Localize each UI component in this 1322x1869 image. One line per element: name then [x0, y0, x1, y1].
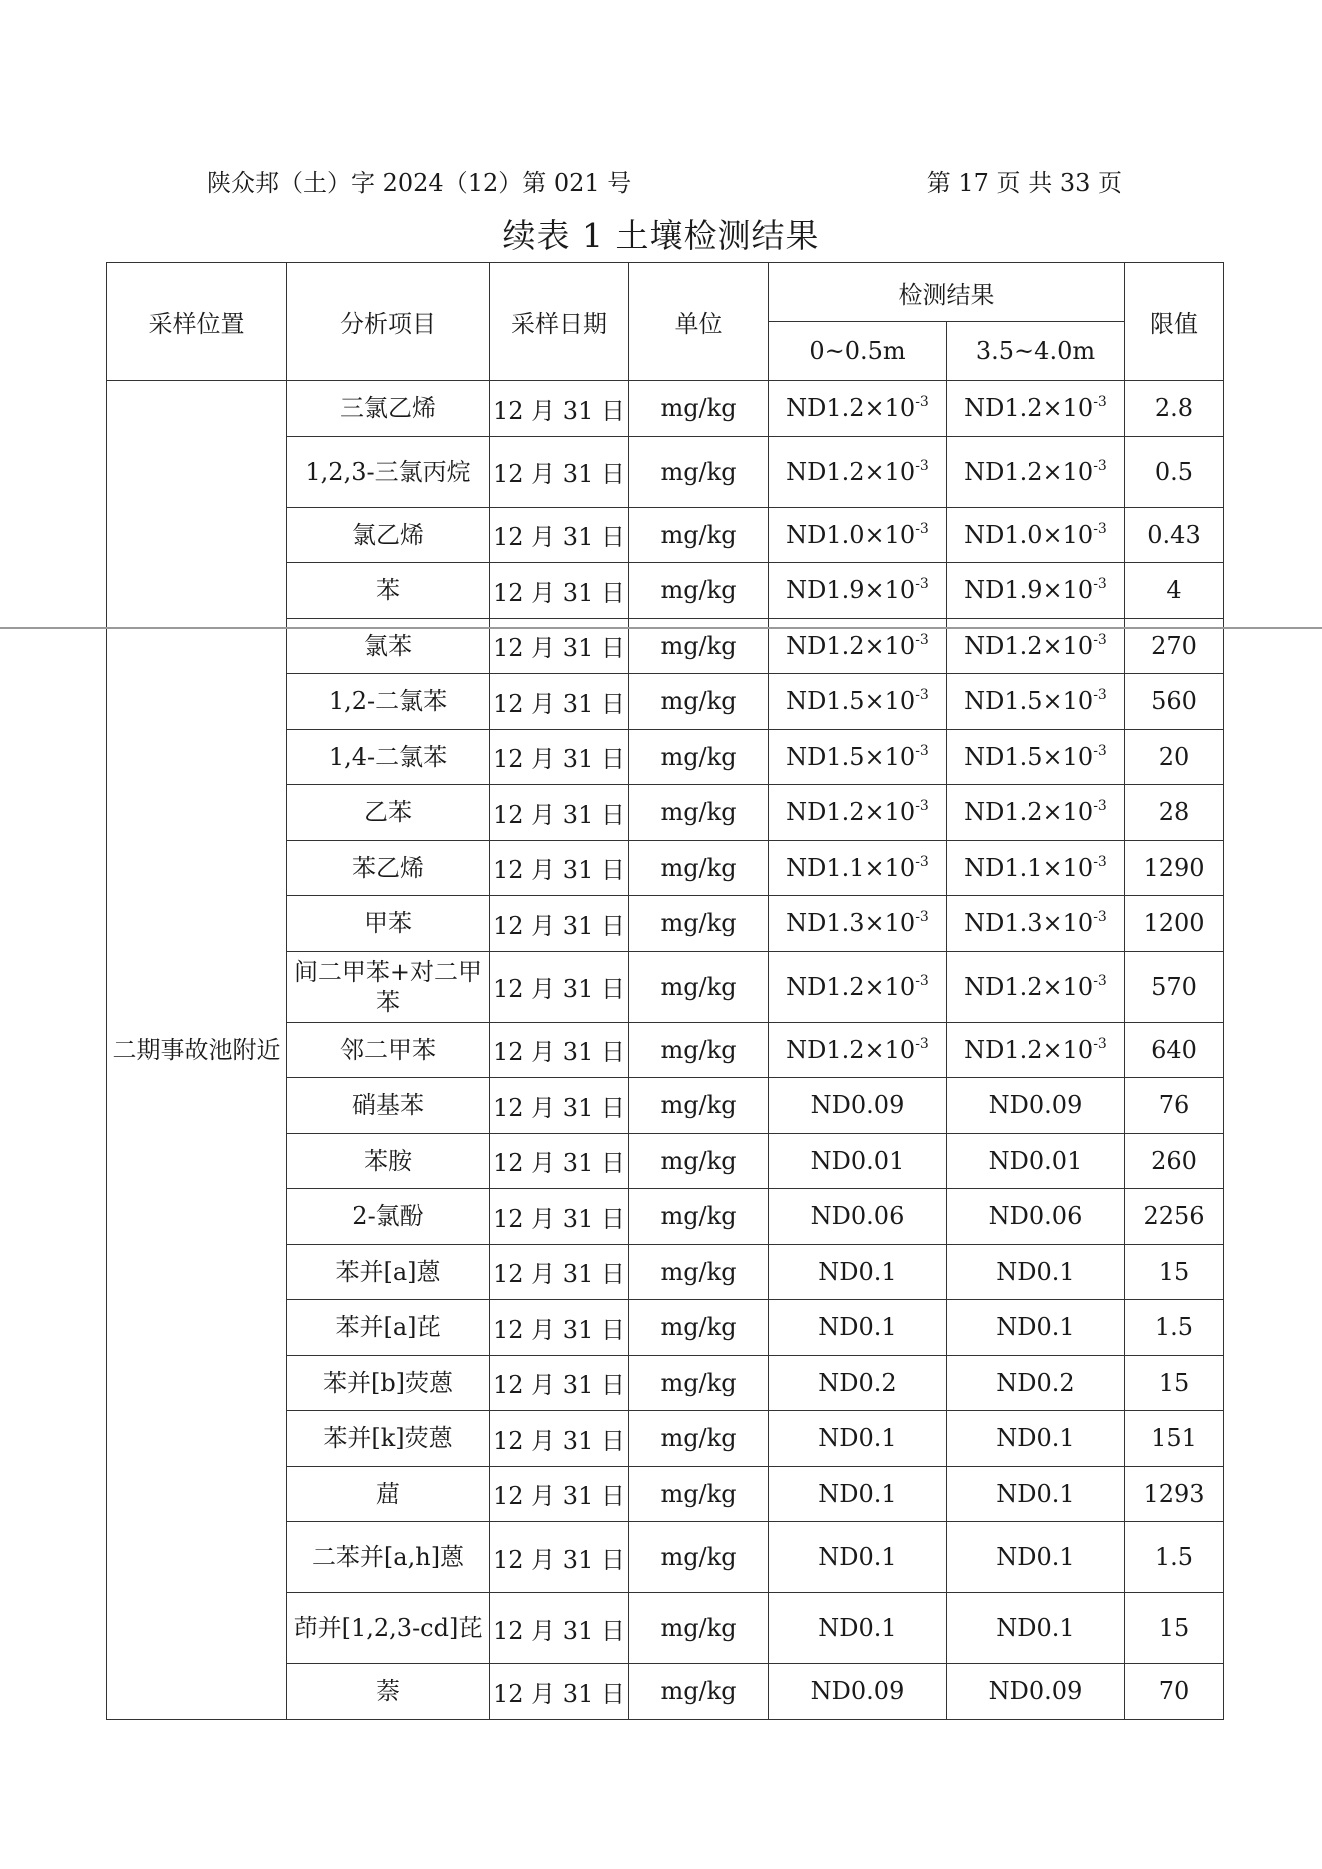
- result-cell-1: [769, 1466, 947, 1522]
- unit-cell: mg/kg: [629, 1522, 769, 1593]
- item-cell: 苯并[k]荧蒽: [287, 1411, 490, 1467]
- item-cell: 茚并[1,2,3-cd]芘: [287, 1593, 490, 1664]
- result-exponent: -3: [1093, 457, 1107, 474]
- result-value: ND1.5×10: [786, 742, 916, 771]
- result-exponent: -3: [1093, 687, 1107, 704]
- result-cell-1: [769, 785, 947, 841]
- result-exponent: -3: [1093, 972, 1107, 989]
- result-cell-2: [947, 840, 1125, 896]
- date-cell: 12 月 31 日: [490, 729, 629, 785]
- limit-cell: 151: [1125, 1411, 1224, 1467]
- limit-cell: 15: [1125, 1593, 1224, 1664]
- result-cell-1: [769, 563, 947, 619]
- unit-cell: mg/kg: [629, 1593, 769, 1664]
- result-cell-1: [769, 1022, 947, 1078]
- result-cell-2: [947, 1522, 1125, 1593]
- result-cell-2: [947, 896, 1125, 952]
- result-value: ND0.1: [996, 1543, 1075, 1571]
- result-cell-2: [947, 1022, 1125, 1078]
- result-cell-1: [769, 1300, 947, 1356]
- result-value: ND0.2: [996, 1368, 1075, 1397]
- unit-cell: mg/kg: [629, 1664, 769, 1720]
- result-exponent: -3: [1093, 520, 1107, 537]
- result-value: ND0.06: [988, 1202, 1083, 1231]
- location-cell: 二期事故池附近: [107, 381, 287, 1720]
- result-value: ND0.1: [818, 1479, 897, 1508]
- result-value: ND1.2×10: [786, 972, 916, 1001]
- item-cell: 甲苯: [287, 896, 490, 952]
- date-cell: 12 月 31 日: [490, 951, 629, 1022]
- date-cell: 12 月 31 日: [490, 785, 629, 841]
- limit-cell: 0.43: [1125, 507, 1224, 563]
- result-value: ND1.1×10: [964, 853, 1094, 882]
- result-cell-2: [947, 729, 1125, 785]
- result-cell-2: [947, 785, 1125, 841]
- header-depth-2: 3.5~4.0m: [947, 322, 1125, 381]
- result-cell-2: [947, 951, 1125, 1022]
- soil-results-table: [106, 262, 1224, 1720]
- result-cell-2: [947, 1078, 1125, 1134]
- unit-cell: mg/kg: [629, 436, 769, 507]
- unit-cell: mg/kg: [629, 951, 769, 1022]
- result-exponent: -3: [915, 457, 929, 474]
- unit-cell: mg/kg: [629, 1244, 769, 1300]
- result-exponent: -3: [915, 853, 929, 870]
- result-cell-2: [947, 1133, 1125, 1189]
- result-value: ND1.2×10: [964, 631, 1094, 660]
- unit-cell: mg/kg: [629, 563, 769, 619]
- item-cell: 苯并[b]荧蒽: [287, 1355, 490, 1411]
- unit-cell: mg/kg: [629, 729, 769, 785]
- limit-cell: 260: [1125, 1133, 1224, 1189]
- result-cell-2: [947, 1593, 1125, 1664]
- unit-cell: mg/kg: [629, 618, 769, 674]
- date-cell: 12 月 31 日: [490, 1522, 629, 1593]
- limit-cell: 20: [1125, 729, 1224, 785]
- header-limit: 限值: [1125, 263, 1224, 381]
- result-value: ND0.1: [818, 1313, 897, 1342]
- result-cell-1: [769, 1411, 947, 1467]
- result-cell-2: [947, 1664, 1125, 1720]
- limit-cell: 1200: [1125, 896, 1224, 952]
- result-value: ND1.5×10: [964, 687, 1094, 716]
- result-cell-1: [769, 1078, 947, 1134]
- result-cell-2: [947, 381, 1125, 437]
- result-value: ND0.2: [818, 1368, 897, 1397]
- date-cell: 12 月 31 日: [490, 1189, 629, 1245]
- item-cell: 䓛: [287, 1466, 490, 1522]
- header-location: 采样位置: [107, 263, 287, 381]
- result-cell-1: [769, 951, 947, 1022]
- item-cell: 1,4-二氯苯: [287, 729, 490, 785]
- date-cell: 12 月 31 日: [490, 1133, 629, 1189]
- limit-cell: 15: [1125, 1355, 1224, 1411]
- item-cell: 三氯乙烯: [287, 381, 490, 437]
- date-cell: 12 月 31 日: [490, 381, 629, 437]
- result-cell-1: [769, 1593, 947, 1664]
- result-exponent: -3: [915, 909, 929, 926]
- result-value: ND0.1: [818, 1614, 897, 1642]
- result-cell-1: [769, 896, 947, 952]
- result-exponent: -3: [1093, 798, 1107, 815]
- unit-cell: mg/kg: [629, 1133, 769, 1189]
- result-cell-1: [769, 436, 947, 507]
- result-cell-1: [769, 1244, 947, 1300]
- result-value: ND1.3×10: [964, 909, 1094, 938]
- result-cell-1: [769, 507, 947, 563]
- date-cell: 12 月 31 日: [490, 1411, 629, 1467]
- limit-cell: 1293: [1125, 1466, 1224, 1522]
- result-value: ND0.09: [988, 1677, 1083, 1706]
- result-value: ND1.2×10: [964, 394, 1094, 423]
- limit-cell: 2256: [1125, 1189, 1224, 1245]
- result-exponent: -3: [915, 576, 929, 593]
- result-cell-2: [947, 1244, 1125, 1300]
- limit-cell: 70: [1125, 1664, 1224, 1720]
- unit-cell: mg/kg: [629, 507, 769, 563]
- result-exponent: -3: [915, 972, 929, 989]
- result-cell-1: [769, 1522, 947, 1593]
- result-cell-1: [769, 729, 947, 785]
- page-info: 第 17 页 共 33 页: [926, 169, 1122, 197]
- unit-cell: mg/kg: [629, 1022, 769, 1078]
- result-cell-2: [947, 563, 1125, 619]
- result-value: ND1.9×10: [786, 576, 916, 605]
- item-cell: 萘: [287, 1664, 490, 1720]
- date-cell: 12 月 31 日: [490, 896, 629, 952]
- result-cell-1: [769, 1355, 947, 1411]
- result-exponent: -3: [915, 798, 929, 815]
- result-exponent: -3: [915, 394, 929, 411]
- date-cell: 12 月 31 日: [490, 618, 629, 674]
- item-cell: 1,2,3-三氯丙烷: [287, 436, 490, 507]
- unit-cell: mg/kg: [629, 381, 769, 437]
- unit-cell: mg/kg: [629, 1355, 769, 1411]
- header-results: 检测结果: [769, 263, 1125, 322]
- limit-cell: 28: [1125, 785, 1224, 841]
- result-value: ND0.1: [996, 1479, 1075, 1508]
- item-cell: 乙苯: [287, 785, 490, 841]
- result-value: ND1.2×10: [786, 1035, 916, 1064]
- date-cell: 12 月 31 日: [490, 563, 629, 619]
- result-cell-2: [947, 1189, 1125, 1245]
- limit-cell: 15: [1125, 1244, 1224, 1300]
- item-cell: 氯乙烯: [287, 507, 490, 563]
- result-value: ND1.5×10: [786, 687, 916, 716]
- result-exponent: -3: [1093, 742, 1107, 759]
- item-cell: 苯乙烯: [287, 840, 490, 896]
- result-value: ND1.3×10: [786, 909, 916, 938]
- scan-artifact-line: [0, 627, 1322, 629]
- item-cell: 1,2-二氯苯: [287, 674, 490, 730]
- result-exponent: -3: [915, 687, 929, 704]
- result-value: ND0.1: [996, 1257, 1075, 1286]
- item-cell: 氯苯: [287, 618, 490, 674]
- unit-cell: mg/kg: [629, 785, 769, 841]
- result-value: ND1.1×10: [786, 853, 916, 882]
- unit-cell: mg/kg: [629, 896, 769, 952]
- unit-cell: mg/kg: [629, 840, 769, 896]
- table-row: [107, 381, 1224, 437]
- result-value: ND0.1: [996, 1313, 1075, 1342]
- result-value: ND0.09: [810, 1677, 905, 1706]
- date-cell: 12 月 31 日: [490, 1022, 629, 1078]
- document-number: 陕众邦（土）字 2024（12）第 021 号: [207, 169, 632, 197]
- header-unit: 单位: [629, 263, 769, 381]
- result-cell-1: [769, 1664, 947, 1720]
- result-value: ND1.2×10: [964, 972, 1094, 1001]
- limit-cell: 570: [1125, 951, 1224, 1022]
- result-value: ND0.1: [818, 1257, 897, 1286]
- result-value: ND1.2×10: [964, 798, 1094, 827]
- page-title: 续表 1 土壤检测结果: [502, 216, 820, 255]
- result-exponent: -3: [1093, 853, 1107, 870]
- result-cell-2: [947, 1411, 1125, 1467]
- date-cell: 12 月 31 日: [490, 1078, 629, 1134]
- result-cell-1: [769, 381, 947, 437]
- result-value: ND0.09: [988, 1091, 1083, 1120]
- result-value: ND0.01: [988, 1146, 1083, 1175]
- result-value: ND0.06: [810, 1202, 905, 1231]
- result-cell-2: [947, 507, 1125, 563]
- item-cell: 苯胺: [287, 1133, 490, 1189]
- limit-cell: 2.8: [1125, 381, 1224, 437]
- result-value: ND1.0×10: [786, 520, 916, 549]
- result-value: ND1.2×10: [786, 457, 916, 486]
- result-cell-1: [769, 1133, 947, 1189]
- date-cell: 12 月 31 日: [490, 1664, 629, 1720]
- limit-cell: 640: [1125, 1022, 1224, 1078]
- result-value: ND1.2×10: [786, 798, 916, 827]
- result-cell-2: [947, 674, 1125, 730]
- result-value: ND1.2×10: [964, 457, 1094, 486]
- result-exponent: -3: [1093, 1035, 1107, 1052]
- item-cell: 2-氯酚: [287, 1189, 490, 1245]
- result-value: ND0.1: [996, 1424, 1075, 1453]
- date-cell: 12 月 31 日: [490, 1466, 629, 1522]
- result-value: ND1.0×10: [964, 520, 1094, 549]
- unit-cell: mg/kg: [629, 1411, 769, 1467]
- date-cell: 12 月 31 日: [490, 1593, 629, 1664]
- result-cell-1: [769, 1189, 947, 1245]
- item-cell: 间二甲苯+对二甲苯: [287, 951, 490, 1022]
- result-value: ND0.1: [818, 1424, 897, 1453]
- date-cell: 12 月 31 日: [490, 436, 629, 507]
- date-cell: 12 月 31 日: [490, 840, 629, 896]
- result-value: ND1.2×10: [786, 631, 916, 660]
- item-cell: 苯: [287, 563, 490, 619]
- result-cell-2: [947, 1300, 1125, 1356]
- result-exponent: -3: [1093, 576, 1107, 593]
- result-exponent: -3: [1093, 394, 1107, 411]
- result-exponent: -3: [1093, 909, 1107, 926]
- result-value: ND1.2×10: [964, 1035, 1094, 1064]
- unit-cell: mg/kg: [629, 1466, 769, 1522]
- item-cell: 邻二甲苯: [287, 1022, 490, 1078]
- result-exponent: -3: [915, 631, 929, 648]
- result-exponent: -3: [915, 520, 929, 537]
- result-value: ND0.09: [810, 1091, 905, 1120]
- unit-cell: mg/kg: [629, 1300, 769, 1356]
- result-value: ND0.01: [810, 1146, 905, 1175]
- item-cell: 硝基苯: [287, 1078, 490, 1134]
- header-item: 分析项目: [287, 263, 490, 381]
- item-cell: 二苯并[a,h]蒽: [287, 1522, 490, 1593]
- header-depth-1: 0~0.5m: [769, 322, 947, 381]
- result-value: ND0.1: [996, 1614, 1075, 1642]
- date-cell: 12 月 31 日: [490, 1300, 629, 1356]
- unit-cell: mg/kg: [629, 674, 769, 730]
- limit-cell: 1.5: [1125, 1300, 1224, 1356]
- limit-cell: 1290: [1125, 840, 1224, 896]
- result-exponent: -3: [1093, 631, 1107, 648]
- limit-cell: 270: [1125, 618, 1224, 674]
- limit-cell: 560: [1125, 674, 1224, 730]
- result-value: ND0.1: [818, 1543, 897, 1571]
- item-cell: 苯并[a]蒽: [287, 1244, 490, 1300]
- result-value: ND1.5×10: [964, 742, 1094, 771]
- result-cell-2: [947, 1355, 1125, 1411]
- result-cell-1: [769, 840, 947, 896]
- unit-cell: mg/kg: [629, 1189, 769, 1245]
- date-cell: 12 月 31 日: [490, 674, 629, 730]
- result-value: ND1.9×10: [964, 576, 1094, 605]
- limit-cell: 76: [1125, 1078, 1224, 1134]
- result-exponent: -3: [915, 742, 929, 759]
- date-cell: 12 月 31 日: [490, 1355, 629, 1411]
- result-exponent: -3: [915, 1035, 929, 1052]
- result-cell-2: [947, 1466, 1125, 1522]
- result-cell-1: [769, 674, 947, 730]
- limit-cell: 4: [1125, 563, 1224, 619]
- unit-cell: mg/kg: [629, 1078, 769, 1134]
- result-cell-2: [947, 436, 1125, 507]
- result-value: ND1.2×10: [786, 394, 916, 423]
- limit-cell: 0.5: [1125, 436, 1224, 507]
- date-cell: 12 月 31 日: [490, 507, 629, 563]
- item-cell: 苯并[a]芘: [287, 1300, 490, 1356]
- header-date: 采样日期: [490, 263, 629, 381]
- limit-cell: 1.5: [1125, 1522, 1224, 1593]
- date-cell: 12 月 31 日: [490, 1244, 629, 1300]
